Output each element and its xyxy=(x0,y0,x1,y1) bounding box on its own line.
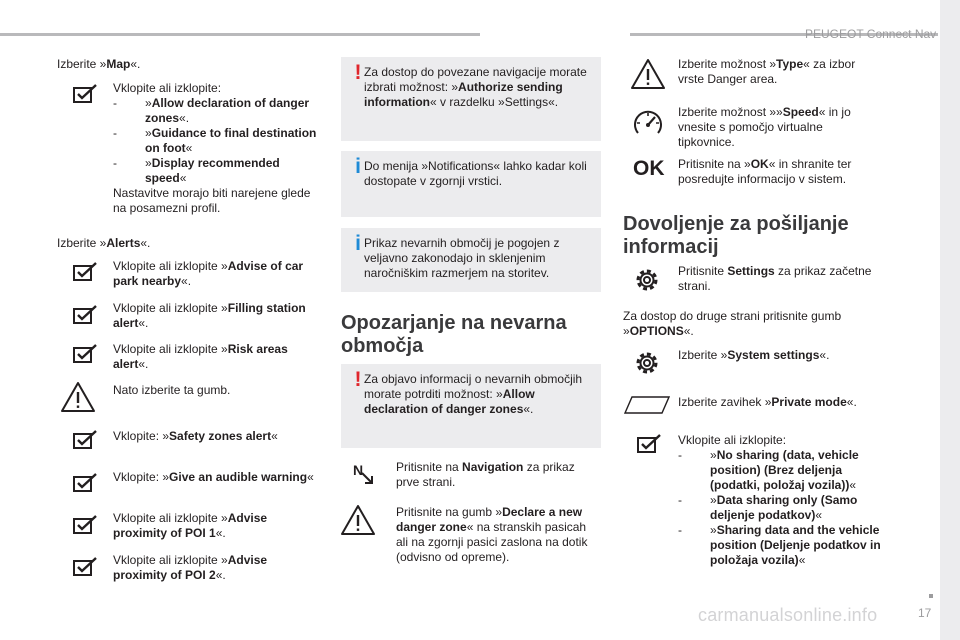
navigation-step: Pritisnite na Navigation za prikaz prve strani. xyxy=(396,460,575,489)
alerts-intro: Izberite »Alerts«. xyxy=(57,236,151,250)
list-item: - »Allow declaration of danger zones«. xyxy=(113,96,310,125)
settings-step: Pritisnite Settings za prikaz začetne strani. xyxy=(678,264,872,293)
ok-step: Pritisnite na »OK« in shranite ter posredujte informacijo v sistem. xyxy=(678,157,852,186)
alert-row-filling-station: Vklopite ali izklopite »Filling station alert«. xyxy=(113,301,306,330)
section-heading: Dovoljenje za pošiljanje informacij xyxy=(623,213,849,258)
warning-triangle-icon xyxy=(60,381,96,413)
map-intro: Izberite »Map«. xyxy=(57,57,141,71)
warning-box-text: Za objavo informacij o nevarnih območjih morate potrditi možnost: »Allow declaration of danger zones«. xyxy=(364,372,583,416)
alert-row-poi-1: Vklopite ali izklopite »Advise proximity of POI 1«. xyxy=(113,511,268,540)
checkbox-icon xyxy=(72,557,98,577)
alert-row-audible-warning: Vklopite: »Give an audible warning« xyxy=(113,470,314,484)
navigation-icon xyxy=(350,461,374,485)
header-rule xyxy=(0,33,480,36)
warning-box-text: Za dostop do povezane navigacije morate izbrati možnost: »Authorize sending information« v razdelku »Settings«. xyxy=(364,65,587,109)
alert-row-car-park: Vklopite ali izklopite »Advise of car park nearby«. xyxy=(113,259,304,288)
ok-icon: OK xyxy=(633,157,665,180)
page-number: 17 xyxy=(918,606,932,620)
list-item: - »Display recommended speed« xyxy=(113,156,280,185)
checkbox-icon xyxy=(636,434,662,454)
type-step: Izberite možnost »Type« za izbor vrste Danger area. xyxy=(678,57,856,86)
alert-row-poi-2: Vklopite ali izklopite »Advise proximity of POI 2«. xyxy=(113,553,268,582)
map-options xyxy=(113,81,318,216)
header-title: PEUGEOT Connect Nav xyxy=(805,27,937,41)
list-item: - »No sharing (data, vehicle position) (Brez deljenja (podatki, položaj vozila))« xyxy=(678,448,859,492)
system-settings-step: Izberite »System settings«. xyxy=(678,348,830,362)
speed-gauge-icon xyxy=(632,108,664,138)
info-box xyxy=(341,151,601,217)
list-item: - »Guidance to final destination on foot« xyxy=(113,126,317,155)
page-sidebar xyxy=(940,0,960,640)
info-icon: i xyxy=(355,155,361,178)
checkbox-icon xyxy=(72,305,98,325)
warning-triangle-icon xyxy=(630,58,666,90)
tab-icon xyxy=(624,395,670,415)
exclamation-icon: ! xyxy=(354,61,362,84)
speed-step: Izberite možnost »»Speed« in jo vnesite s pomočjo virtualne tipkovnice. xyxy=(678,105,851,149)
svg-text:N: N xyxy=(353,462,364,478)
list-item: - »Sharing data and the vehicle position (Deljenje podatkov in položaja vozila)« xyxy=(678,523,881,567)
page-marker xyxy=(929,594,933,598)
map-note: Nastavitve morajo biti narejene glede na posamezni profil. xyxy=(113,186,311,215)
checkbox-icon xyxy=(72,262,98,282)
exclamation-icon: ! xyxy=(354,368,362,391)
options-step: Za dostop do druge strani pritisnite gumb »OPTIONS«. xyxy=(623,309,842,338)
map-enable: Vklopite ali izklopite: xyxy=(113,81,222,95)
section-heading: Opozarjanje na nevarna območja xyxy=(341,312,567,357)
checkbox-icon xyxy=(72,515,98,535)
warning-box xyxy=(341,364,601,448)
declare-step: Pritisnite na gumb »Declare a new danger zone« na stranskih pasicah ali na zgornji pasici zaslona na dotik (odvisno od opreme). xyxy=(396,505,588,564)
checkbox-icon xyxy=(72,473,98,493)
info-box xyxy=(341,228,601,292)
checkbox-icon xyxy=(72,344,98,364)
private-mode-step: Izberite zavihek »Private mode«. xyxy=(678,395,857,409)
checkbox-icon xyxy=(72,430,98,450)
info-box-text: Do menija »Notifications« lahko kadar koli dostopate v zgornji vrstici. xyxy=(364,159,587,188)
list-item: - »Data sharing only (Samo deljenje podatkov)« xyxy=(678,493,858,522)
alert-row-safety-zones: Vklopite: »Safety zones alert« xyxy=(113,429,278,443)
info-box-text: Prikaz nevarnih območij je pogojen z veljavno zakonodajo in sklenjenim naročniškim razmerjem na storitev. xyxy=(364,236,560,280)
sharing-enable: Vklopite ali izklopite: xyxy=(678,433,787,447)
info-icon: i xyxy=(355,232,361,255)
warning-triangle-icon xyxy=(340,504,376,536)
gear-icon xyxy=(633,266,661,294)
checkbox-icon xyxy=(72,84,98,104)
alert-row-select-button: Nato izberite ta gumb. xyxy=(113,383,231,397)
gear-icon xyxy=(633,349,661,377)
warning-box xyxy=(341,57,601,141)
alert-row-risk-areas: Vklopite ali izklopite »Risk areas alert«. xyxy=(113,342,288,371)
sharing-options xyxy=(678,433,883,568)
watermark: carmanualsonline.info xyxy=(698,605,878,625)
